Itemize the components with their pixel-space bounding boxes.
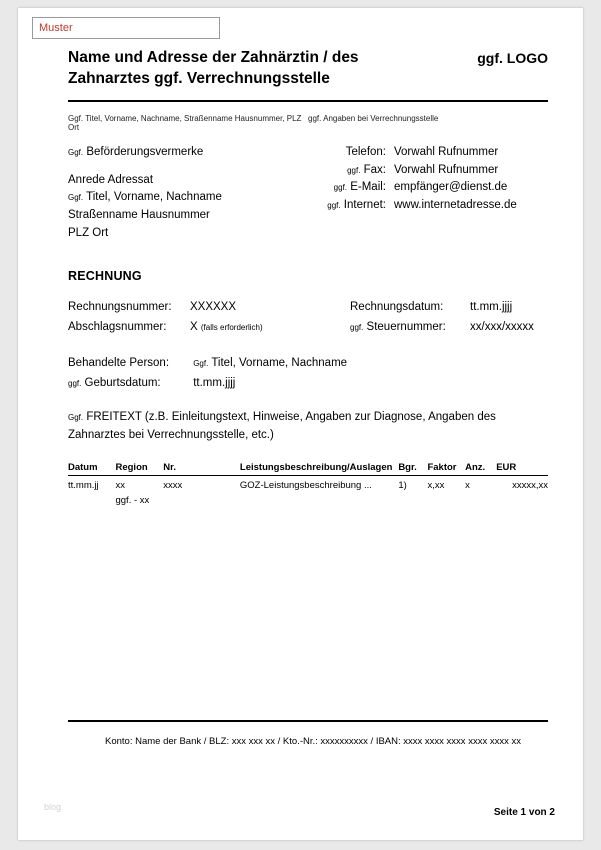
contact-label-text: Fax: — [363, 163, 386, 176]
logo-placeholder: ggf. LOGO — [477, 50, 548, 66]
contact-prefix: ggf. — [347, 165, 361, 175]
birthdate-label-text: Geburtsdatum: — [84, 377, 161, 390]
column-header-region: Region — [115, 462, 163, 476]
tax-number-label — [350, 317, 470, 337]
address-block — [68, 144, 318, 243]
cell-bgr: 1) — [398, 479, 407, 491]
invoice-meta-row — [68, 297, 548, 317]
freetext-block — [68, 409, 538, 444]
header-divider — [68, 100, 548, 102]
sender-note-left: Ggf. Titel, Vorname, Nachname, Straßenname Hausnummer, PLZ Ort — [68, 113, 302, 132]
address-line-2-prefix: Ggf. — [68, 193, 84, 203]
contact-value: www.internetadresse.de — [394, 199, 517, 212]
contact-row — [318, 197, 548, 215]
patient-label: Behandelte Person: — [68, 357, 170, 370]
column-header-bgr: Bgr. — [398, 462, 427, 476]
column-header-anzahl: Anz. — [465, 462, 496, 476]
cell-nr: xxxx — [163, 479, 183, 491]
contact-label-text: Internet: — [343, 199, 386, 212]
document-header — [68, 48, 548, 90]
installment-number-note: (falls erforderlich) — [200, 323, 263, 333]
transport-note-text: Beförderungsvermerke — [86, 145, 204, 158]
table-header-row — [68, 462, 548, 476]
line-items-table — [68, 462, 548, 506]
installment-number-text: X — [190, 321, 198, 334]
watermark-label: blog — [44, 802, 62, 812]
column-header-description: Leistungsbeschreibung/Auslagen — [240, 462, 398, 476]
bank-details: Konto: Name der Bank / BLZ: xxx xxx xx / Kto.-Nr.: xxxxxxxxxx / IBAN: xxxx xxxx xxxx xxxx xxxx xx — [105, 736, 521, 747]
address-line-2 — [68, 189, 318, 207]
address-and-contact — [68, 144, 548, 243]
sender-note-right: ggf. Angaben bei Verrechnungsstelle — [308, 113, 439, 123]
contact-value: empfänger@dienst.de — [394, 181, 508, 194]
address-line-1: Anrede Adressat — [68, 173, 154, 186]
freetext-text: FREITEXT (z.B. Einleitungstext, Hinweise, Angaben zur Diagnose, Angaben des Zahnarztes bei Verrechnungsstelle, etc.) — [68, 411, 496, 441]
tax-number-value: xx/xxx/xxxxx — [470, 321, 534, 334]
cell-anzahl: x — [465, 479, 470, 491]
contact-label-text: E-Mail: — [350, 181, 386, 194]
cell-description: GOZ-Leistungsbeschreibung ... — [239, 479, 372, 491]
column-header-faktor: Faktor — [427, 462, 465, 476]
contact-row — [318, 179, 548, 197]
invoice-date-value: tt.mm.jjjj — [470, 300, 513, 313]
muster-stamp-label: Muster — [39, 22, 73, 34]
transport-note-line — [68, 144, 318, 162]
invoice-meta-row — [68, 317, 548, 337]
birthdate-value: tt.mm.jjjj — [193, 377, 236, 390]
tax-number-prefix: ggf. — [350, 323, 364, 333]
cell-region: xx — [115, 479, 125, 491]
column-header-eur: EUR — [496, 462, 548, 476]
cell-eur: xxxxx,xx — [512, 479, 548, 491]
invoice-meta — [68, 297, 548, 337]
contact-label — [318, 162, 394, 180]
installment-number-value — [190, 317, 350, 337]
invoice-heading: RECHNUNG — [68, 268, 142, 283]
column-header-nr: Nr. — [163, 462, 240, 476]
address-line-3: Straßenname Hausnummer — [68, 209, 210, 222]
transport-note-prefix: Ggf. — [68, 147, 84, 157]
cell-datum: tt.mm.jj — [68, 479, 99, 491]
contact-label — [318, 179, 394, 197]
page-number: Seite 1 von 2 — [493, 807, 555, 818]
patient-value: Titel, Vorname, Nachname — [211, 357, 348, 370]
contact-label — [318, 197, 394, 215]
patient-row — [68, 353, 548, 373]
cell-faktor: x,xx — [427, 479, 445, 491]
address-line-2-text: Titel, Vorname, Nachname — [86, 191, 222, 204]
patient-block — [68, 353, 548, 393]
birthdate-label — [68, 373, 190, 393]
muster-stamp-box — [32, 17, 220, 39]
freetext-prefix: Ggf. — [68, 413, 84, 423]
patient-value-prefix: Ggf. — [193, 359, 209, 369]
table-row — [68, 491, 548, 506]
document-page — [18, 8, 583, 840]
installment-number-label: Abschlagsnummer: — [68, 321, 167, 334]
birthdate-prefix: ggf. — [68, 379, 82, 389]
contact-label — [318, 144, 394, 162]
cell-region-subline: ggf. - xx — [115, 494, 150, 506]
cell-datum-empty — [68, 491, 115, 506]
address-line-4: PLZ Ort — [68, 227, 109, 240]
footer-divider — [68, 720, 548, 722]
contact-value: Vorwahl Rufnummer — [394, 145, 499, 158]
contact-row — [318, 144, 548, 162]
contact-value: Vorwahl Rufnummer — [394, 163, 499, 176]
contact-prefix: ggf. — [327, 201, 341, 211]
table-row — [68, 475, 548, 491]
contact-label-text: Telefon: — [345, 145, 386, 158]
contact-block — [318, 144, 548, 243]
invoice-number-value: XXXXXX — [190, 300, 237, 313]
contact-row — [318, 162, 548, 180]
line-items-body — [68, 475, 548, 506]
line-items-head — [68, 462, 548, 476]
column-header-datum: Datum — [68, 462, 115, 476]
page-title: Name und Adresse der Zahnärztin / des Zahnarztes ggf. Verrechnungsstelle — [68, 49, 359, 87]
sender-notes — [68, 114, 548, 132]
invoice-number-label: Rechnungsnummer: — [68, 300, 172, 313]
tax-number-label-text: Steuernummer: — [366, 321, 446, 334]
invoice-date-label: Rechnungsdatum: — [350, 300, 444, 313]
birthdate-row — [68, 373, 548, 393]
document-content — [68, 48, 548, 506]
contact-prefix: ggf. — [333, 183, 348, 193]
